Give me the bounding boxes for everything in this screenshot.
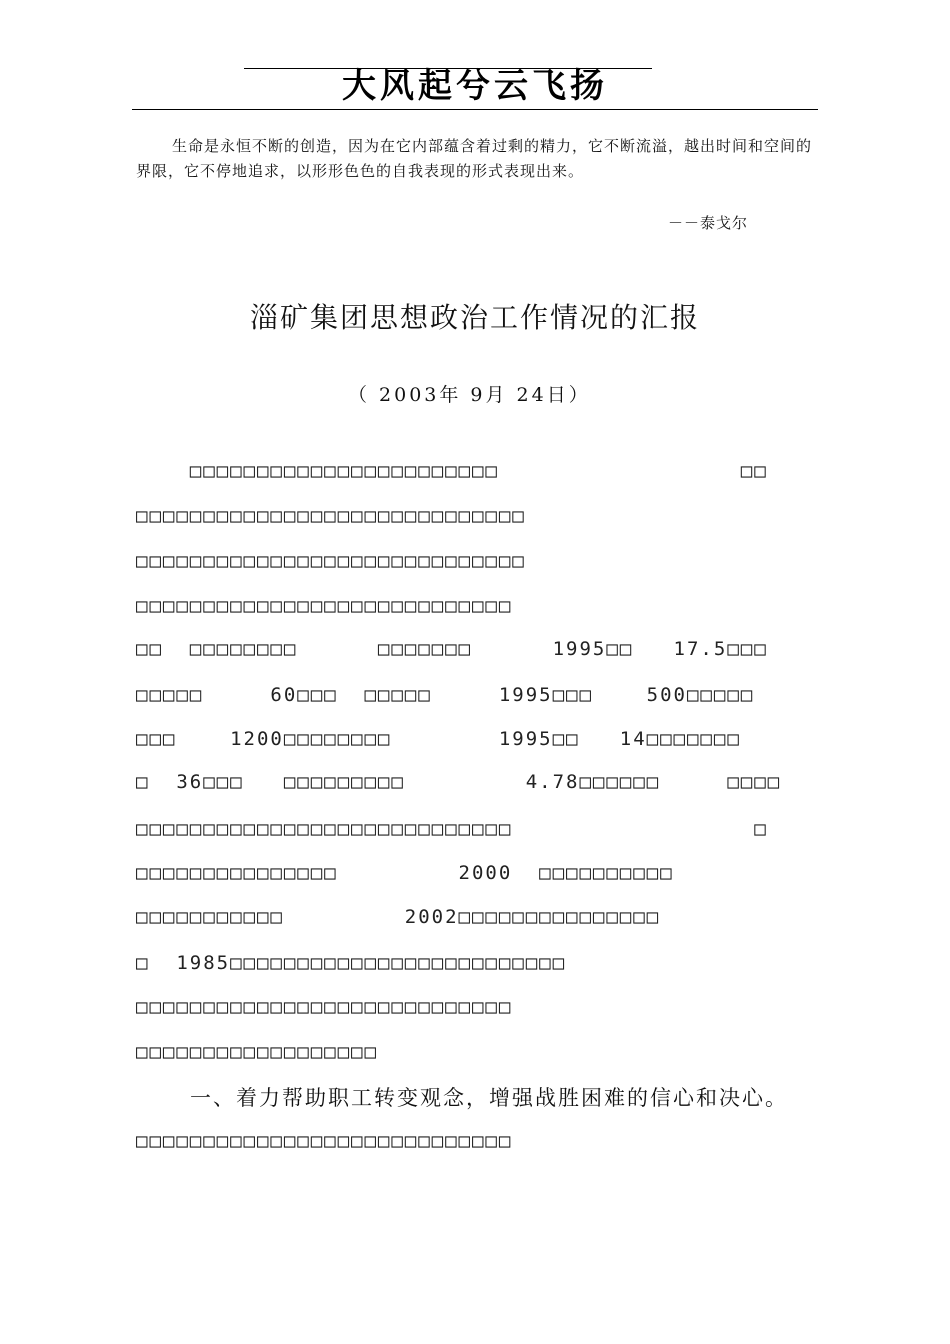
body-line: □□□□□□□□□□□□□□□□□□□□□□□□□□□□ [136,595,513,617]
body-line: □□□□□□□□□□□□□□□□□□□□□□□□□□□□ [136,1130,513,1152]
banner-bottom-rule [132,109,818,110]
body-line: □□□□□□□□□□□□□□□ 2000 □□□□□□□□□□ [136,862,674,884]
document-date: （ 2003年 9月 24日） [348,384,591,406]
section-heading: 一、着力帮助职工转变观念，增强战胜困难的信心和决心。 [190,1086,788,1110]
body-line: □□□ 1200□□□□□□□□ 1995□□ 14□□□□□□□ [136,728,741,750]
body-line: □□□□□□□□□□□ 2002□□□□□□□□□□□□□□□ [136,906,661,928]
body-line: □□□□□□□□□□□□□□□□□□□□□□□□□□□□□ [136,550,526,572]
body-line: □ 1985□□□□□□□□□□□□□□□□□□□□□□□□□ [136,952,567,974]
epigraph-quote: 生命是永恒不断的创造，因为在它内部蕴含着过剩的精力，它不断流溢，越出时间和空间的界限，它不停地追求，以形形色色的自我表现的形式表现出来。 [136,137,813,180]
document-title: 淄矿集团思想政治工作情况的汇报 [249,301,700,334]
body-line: □□□□□□□□□□□□□□□□□□□□□□□□□□□□ [136,996,513,1018]
banner-title: 大风起兮云飞扬 [342,66,608,106]
body-line: □□□□□□□□□□□□□□□□□□ [136,1041,378,1063]
epigraph-author: －－泰戈尔 [668,214,749,232]
body-line: □□□□□□□□□□□□□□□□□□□□□□□□□□□□□ [136,505,526,527]
body-line: □□ □□□□□□□□ □□□□□□□ 1995□□ 17.5□□□ [136,638,768,660]
body-line: □□□□□□□□□□□□□□□□□□□□□□□□□□□□ □ [136,818,768,840]
body-line: □□□□□ 60□□□ □□□□□ 1995□□□ 500□□□□□ [136,684,755,706]
body-line: □ 36□□□ □□□□□□□□□ 4.78□□□□□□ □□□□ [136,771,782,793]
body-line: □□□□□□□□□□□□□□□□□□□□□□□ □□ [136,460,768,482]
